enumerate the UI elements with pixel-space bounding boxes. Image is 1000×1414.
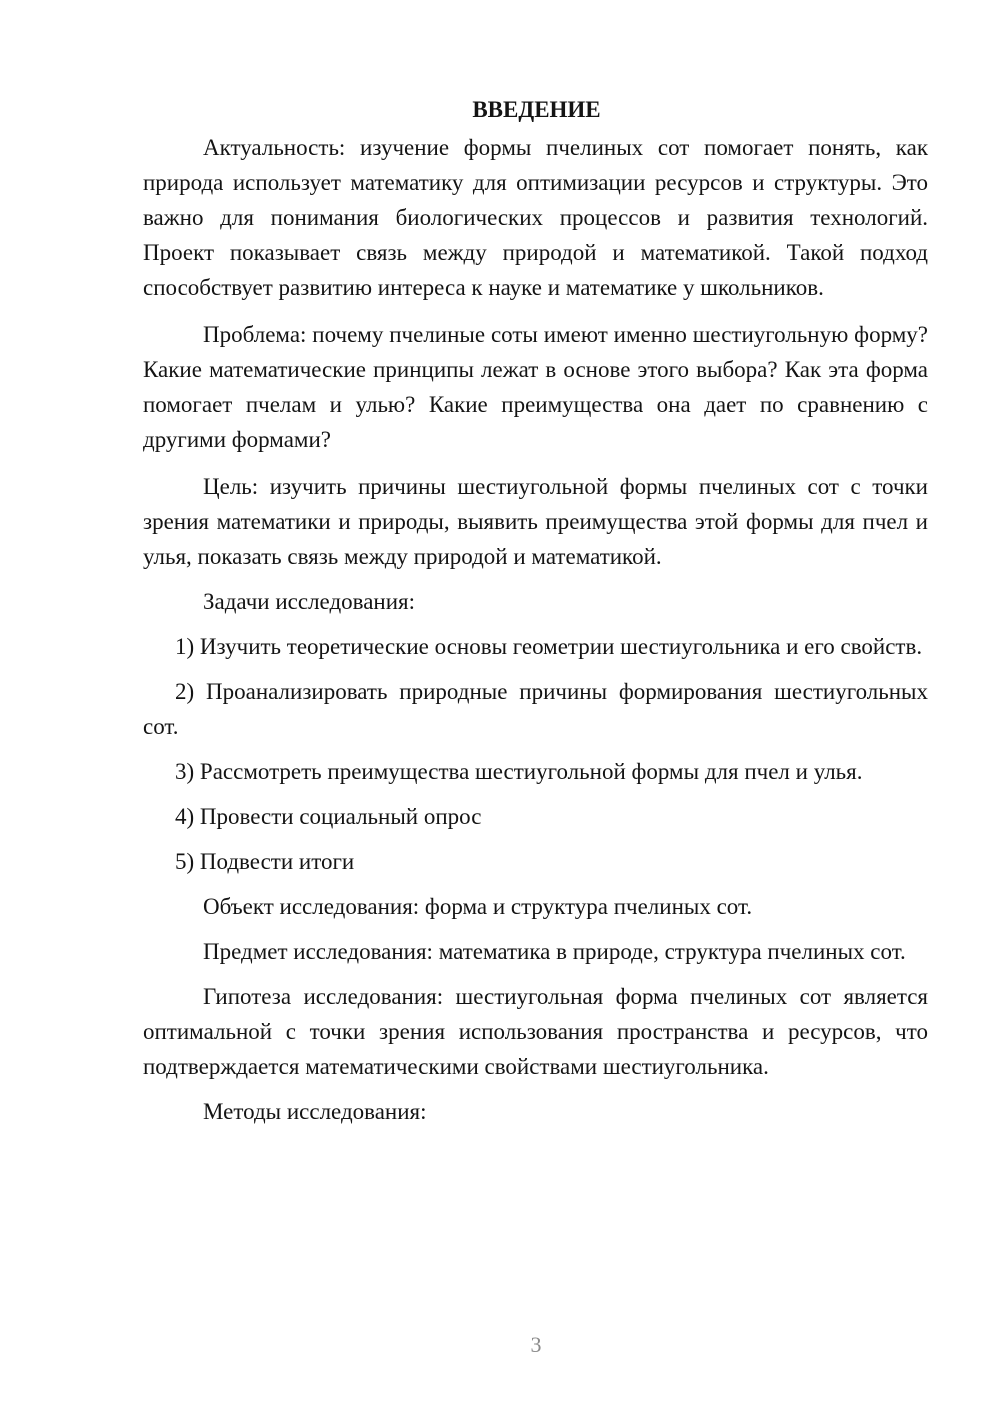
task-item-3: 3) Рассмотреть преимущества шестиугольной формы для пчел и улья. <box>175 759 863 784</box>
page-content <box>143 90 928 1129</box>
methods-title: Методы исследования: <box>203 1099 427 1124</box>
task-item-5: 5) Подвести итоги <box>175 849 355 874</box>
page-title: ВВЕДЕНИЕ <box>472 97 601 122</box>
relevance-paragraph: Актуальность: изучение формы пчелиных сот помогает понять, как природа использует математику для оптимизации ресурсов и структуры. Это важно для понимания биологических процессов и развития технологий. Проект показывает связь между природой и математикой. Такой подход способствует развитию интереса к науке и математике у школьников. <box>143 135 928 300</box>
task-item-1: 1) Изучить теоретические основы геометрии шестиугольника и его свойств. <box>175 634 923 659</box>
problem-paragraph: Проблема: почему пчелиные соты имеют именно шестиугольную форму? Какие математические принципы лежат в основе этого выбора? Как эта форма помогает пчелам и улью? Какие преимущества она дает по сравнению с другими формами? <box>143 322 928 452</box>
task-item-4: 4) Провести социальный опрос <box>175 804 482 829</box>
tasks-title: Задачи исследования: <box>203 589 416 614</box>
hypothesis-paragraph: Гипотеза исследования: шестиугольная форма пчелиных сот является оптимальной с точки зрения использования пространства и ресурсов, что подтверждается математическими свойствами шестиугольника. <box>143 984 928 1079</box>
subject-paragraph: Предмет исследования: математика в природе, структура пчелиных сот. <box>203 939 906 964</box>
goal-paragraph: Цель: изучить причины шестиугольной формы пчелиных сот с точки зрения математики и природы, выявить преимущества этой формы для пчел и улья, показать связь между природой и математикой. <box>143 474 928 569</box>
page-number: 3 <box>530 1332 542 1357</box>
object-paragraph: Объект исследования: форма и структура пчелиных сот. <box>203 894 753 919</box>
task-item-2: 2) Проанализировать природные причины формирования шестиугольных сот. <box>143 679 928 739</box>
